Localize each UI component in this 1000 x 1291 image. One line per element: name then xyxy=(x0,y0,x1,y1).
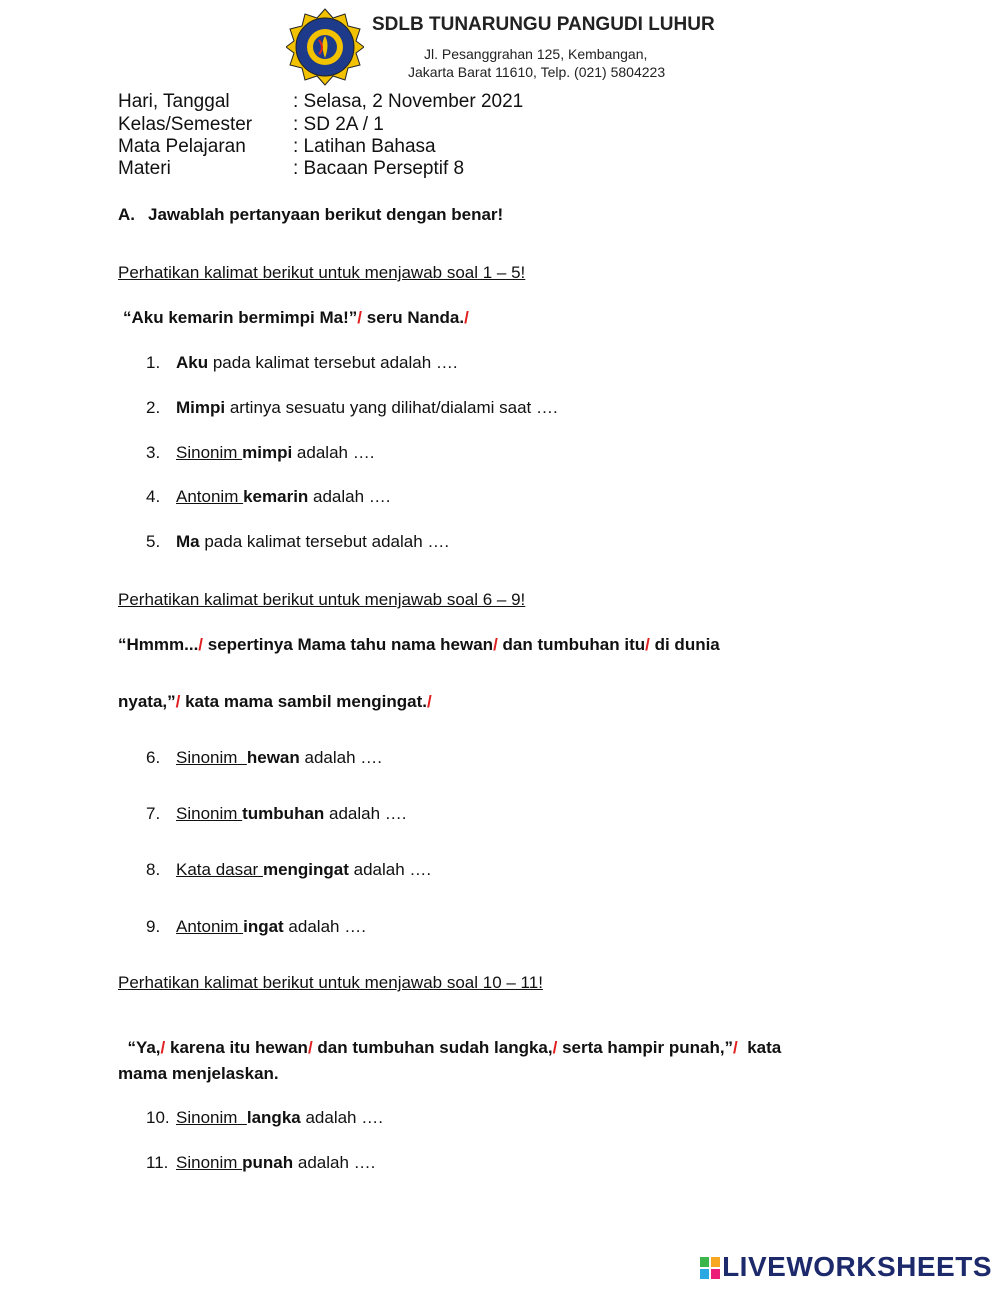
quote-paragraph-line1: “Hmmm.../ sepertinya Mama tahu nama hewan/ dan tumbuhan itu/ di dunia xyxy=(118,635,720,654)
instruction-6-9: Perhatikan kalimat berikut untuk menjawab soal 6 – 9! xyxy=(118,590,526,609)
info-label: Mata Pelajaran xyxy=(118,136,246,157)
info-value: : Bacaan Perseptif 8 xyxy=(293,158,465,179)
slash-mark: / xyxy=(426,692,432,711)
question-4: 4. Antonim kemarin adalah …. xyxy=(146,487,391,506)
instruction-10-11: Perhatikan kalimat berikut untuk menjawab soal 10 – 11! xyxy=(118,973,543,992)
liveworksheets-brand: LIVEWORKSHEETS xyxy=(722,1251,992,1282)
slash-mark: / xyxy=(175,692,181,711)
slash-mark: / xyxy=(464,308,469,327)
info-value: : SD 2A / 1 xyxy=(293,114,384,135)
slash-mark: / xyxy=(552,1038,558,1057)
info-label: Materi xyxy=(118,158,171,179)
quote-paragraph-line1: “Ya,/ karena itu hewan/ dan tumbuhan sudah langka,/ serta hampir punah,”/ kata xyxy=(127,1038,782,1057)
school-address-line2: Jakarta Barat 11610, Telp. (021) 5804223 xyxy=(408,64,666,80)
school-logo xyxy=(286,8,364,86)
info-row-class xyxy=(0,114,1000,138)
info-row-date xyxy=(0,91,1000,115)
question-7: 7. Sinonim tumbuhan adalah …. xyxy=(146,804,407,823)
question-5: 5. Ma pada kalimat tersebut adalah …. xyxy=(146,532,450,551)
quote-paragraph-line2: nyata,”/ kata mama sambil mengingat./ xyxy=(118,692,432,711)
info-value: : Latihan Bahasa xyxy=(293,136,436,157)
question-2: 2. Mimpi artinya sesuatu yang dilihat/dialami saat …. xyxy=(146,398,558,417)
slash-mark: / xyxy=(357,308,363,327)
quote-paragraph: “Aku kemarin bermimpi Ma!”/ seru Nanda./ xyxy=(123,308,469,327)
instruction-1-5: Perhatikan kalimat berikut untuk menjawab soal 1 – 5! xyxy=(118,263,526,282)
liveworksheets-logo xyxy=(700,1251,992,1283)
question-3: 3. Sinonim mimpi adalah …. xyxy=(146,443,375,462)
info-label: Kelas/Semester xyxy=(118,114,253,135)
school-name: SDLB TUNARUNGU PANGUDI LUHUR xyxy=(372,14,715,35)
slash-mark: / xyxy=(493,635,498,654)
slash-mark: / xyxy=(198,635,204,654)
info-row-material xyxy=(0,158,1000,182)
section-a-title: A. Jawablah pertanyaan berikut dengan benar! xyxy=(118,205,504,224)
liveworksheets-icon xyxy=(700,1254,720,1276)
school-address-line1: Jl. Pesanggrahan 125, Kembangan, xyxy=(424,46,648,62)
question-11: 11. Sinonim punah adalah …. xyxy=(146,1153,376,1172)
info-label: Hari, Tanggal xyxy=(118,91,230,112)
slash-mark: / xyxy=(733,1038,738,1057)
question-1: 1. Aku pada kalimat tersebut adalah …. xyxy=(146,353,458,372)
info-row-subject xyxy=(0,136,1000,160)
quote-paragraph-line2: mama menjelaskan. xyxy=(118,1064,279,1083)
slash-mark: / xyxy=(160,1038,166,1057)
info-value: : Selasa, 2 November 2021 xyxy=(293,91,524,112)
question-10: 10. Sinonim langka adalah …. xyxy=(146,1108,383,1127)
question-9: 9. Antonim ingat adalah …. xyxy=(146,917,366,936)
slash-mark: / xyxy=(645,635,650,654)
slash-mark: / xyxy=(307,1038,313,1057)
question-8: 8. Kata dasar mengingat adalah …. xyxy=(146,860,432,879)
question-6: 6. Sinonim hewan adalah …. xyxy=(146,748,383,767)
